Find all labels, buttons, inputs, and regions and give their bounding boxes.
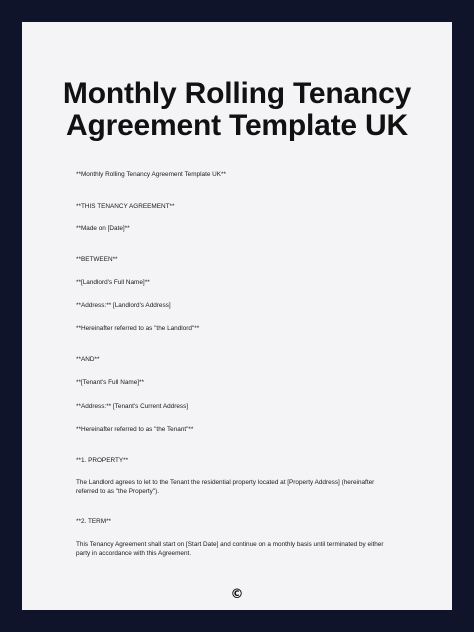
landlord-reference: **Hereinafter referred to as "the Landlord"**	[76, 325, 200, 332]
tenant-address: **Address:** [Tenant's Current Address]	[76, 403, 189, 410]
made-on-date: **Made on [Date]**	[76, 225, 130, 232]
section-2-heading: **2. TERM**	[76, 518, 112, 525]
document-heading: **Monthly Rolling Tenancy Agreement Template UK**	[76, 171, 227, 178]
document-page	[22, 22, 452, 610]
section-2-text: This Tenancy Agreement shall start on [Start Date] and continue on a monthly basis until terminated by either party in accordance with this Agreement.	[76, 541, 384, 557]
tenant-reference: **Hereinafter referred to as "the Tenant"**	[76, 426, 194, 433]
page-title	[22, 78, 452, 142]
and-heading: **AND**	[76, 356, 100, 363]
copyright-icon: ©	[230, 587, 244, 602]
page-title-line-2: Agreement Template UK	[66, 109, 408, 142]
tenant-name: **[Tenant's Full Name]**	[76, 379, 144, 386]
section-1-heading: **1. PROPERTY**	[76, 457, 129, 464]
between-heading: **BETWEEN**	[76, 256, 118, 263]
landlord-address: **Address:** [Landlord's Address]	[76, 302, 171, 309]
section-1-text: The Landlord agrees to let to the Tenant the residential property located at [Property Address] (hereinafter referred to as "the Property").	[76, 479, 375, 495]
agreement-heading: **THIS TENANCY AGREEMENT**	[76, 203, 175, 210]
page-title-line-1: Monthly Rolling Tenancy	[62, 77, 412, 110]
landlord-name: **[Landlord's Full Name]**	[76, 279, 150, 286]
